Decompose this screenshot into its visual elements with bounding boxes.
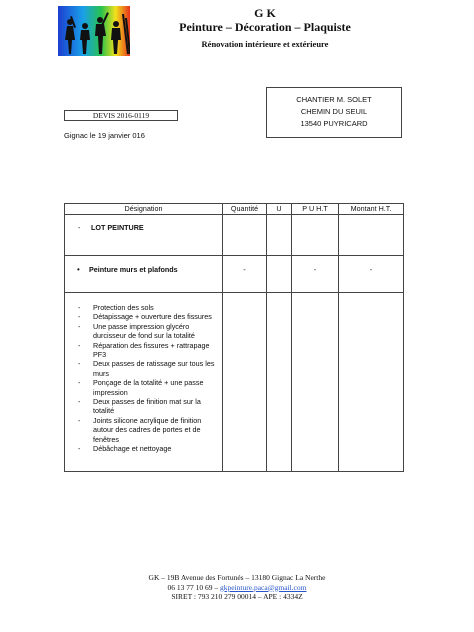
- section-amount: -: [339, 256, 404, 293]
- painters-silhouette-logo: [58, 6, 130, 56]
- company-tagline: Peinture – Décoration – Plaquiste: [179, 20, 351, 34]
- list-item: - Réparation des fissures + rattrapage PF3: [78, 340, 210, 360]
- header-designation: Désignation: [65, 204, 223, 215]
- company-subtitle: Rénovation intérieure et extérieure: [201, 39, 329, 49]
- list-item: - Deux passes de ratissage sur tous les murs: [78, 359, 215, 378]
- section-heading: [77, 265, 222, 274]
- list-item: - Joints silicone acrylique de finition autour des cadres de portes et de fenêtres: [78, 415, 202, 444]
- lot-quantity-cell: [223, 215, 267, 256]
- section-unit-price: -: [292, 256, 339, 293]
- header-amount: Montant H.T.: [339, 204, 404, 215]
- footer-phone: 06 13 77 10 69 –: [167, 582, 219, 592]
- table-header-row: [65, 204, 404, 215]
- details-unit-cell: [267, 293, 292, 472]
- lot-label: LOT PEINTURE: [91, 223, 144, 232]
- footer-email-link[interactable]: gkpeinture.paca@gmail.com: [220, 582, 307, 592]
- lot-dash: -: [78, 223, 81, 232]
- header-unit-price: P U H.T: [292, 204, 339, 215]
- lot-puht-cell: [292, 215, 339, 256]
- lot-amount-cell: [339, 215, 404, 256]
- footer-siret: SIRET : 793 210 279 00014 – APE : 4334Z: [171, 592, 303, 601]
- page-footer: [120, 573, 354, 602]
- list-item: - Une passe impression glycéro durcisseur de fond sur la totalité: [78, 321, 195, 341]
- footer-contact: [120, 583, 354, 593]
- details-amount-cell: [339, 293, 404, 472]
- section-label: Peinture murs et plafonds: [89, 265, 178, 274]
- list-item: - Détapissage + ouverture des fissures: [78, 312, 212, 322]
- list-item: - Débâchage et nettoyage: [78, 444, 172, 454]
- client-line-2: CHEMIN DU SEUIL: [300, 107, 368, 116]
- devis-number: DEVIS 2016-0119: [64, 110, 178, 121]
- company-header: [140, 6, 390, 51]
- section-cell: [65, 256, 223, 293]
- list-item: - Protection des sols: [78, 303, 154, 312]
- lot-unit-cell: [267, 215, 292, 256]
- company-name: G K: [254, 6, 276, 20]
- devis-date: Gignac le 19 janvier 016: [64, 131, 145, 140]
- table-row-details: [65, 293, 404, 472]
- section-unit: [267, 256, 292, 293]
- list-item: - Ponçage de la totalité + une passe impression: [78, 378, 204, 397]
- client-line-1: CHANTIER M. SOLET: [296, 95, 372, 104]
- lot-cell: [65, 215, 223, 256]
- quote-table: [64, 203, 404, 472]
- table-row-section: [65, 256, 404, 293]
- footer-address: GK – 19B Avenue des Fortunés – 13180 Gignac La Nerthe: [148, 573, 326, 582]
- details-puht-cell: [292, 293, 339, 472]
- client-line-3: 13540 PUYRICARD: [300, 119, 368, 128]
- list-item: - Deux passes de finition mat sur la totalité: [78, 397, 201, 416]
- details-cell: [65, 293, 223, 472]
- details-quantity-cell: [223, 293, 267, 472]
- section-quantity: -: [223, 256, 267, 293]
- lot-heading: [78, 223, 222, 232]
- bullet-icon: •: [77, 265, 80, 274]
- header-unit: U: [267, 204, 292, 215]
- detail-list: [65, 303, 222, 454]
- client-address-box: [266, 87, 402, 138]
- table-row-lot: [65, 215, 404, 256]
- header-quantity: Quantité: [223, 204, 267, 215]
